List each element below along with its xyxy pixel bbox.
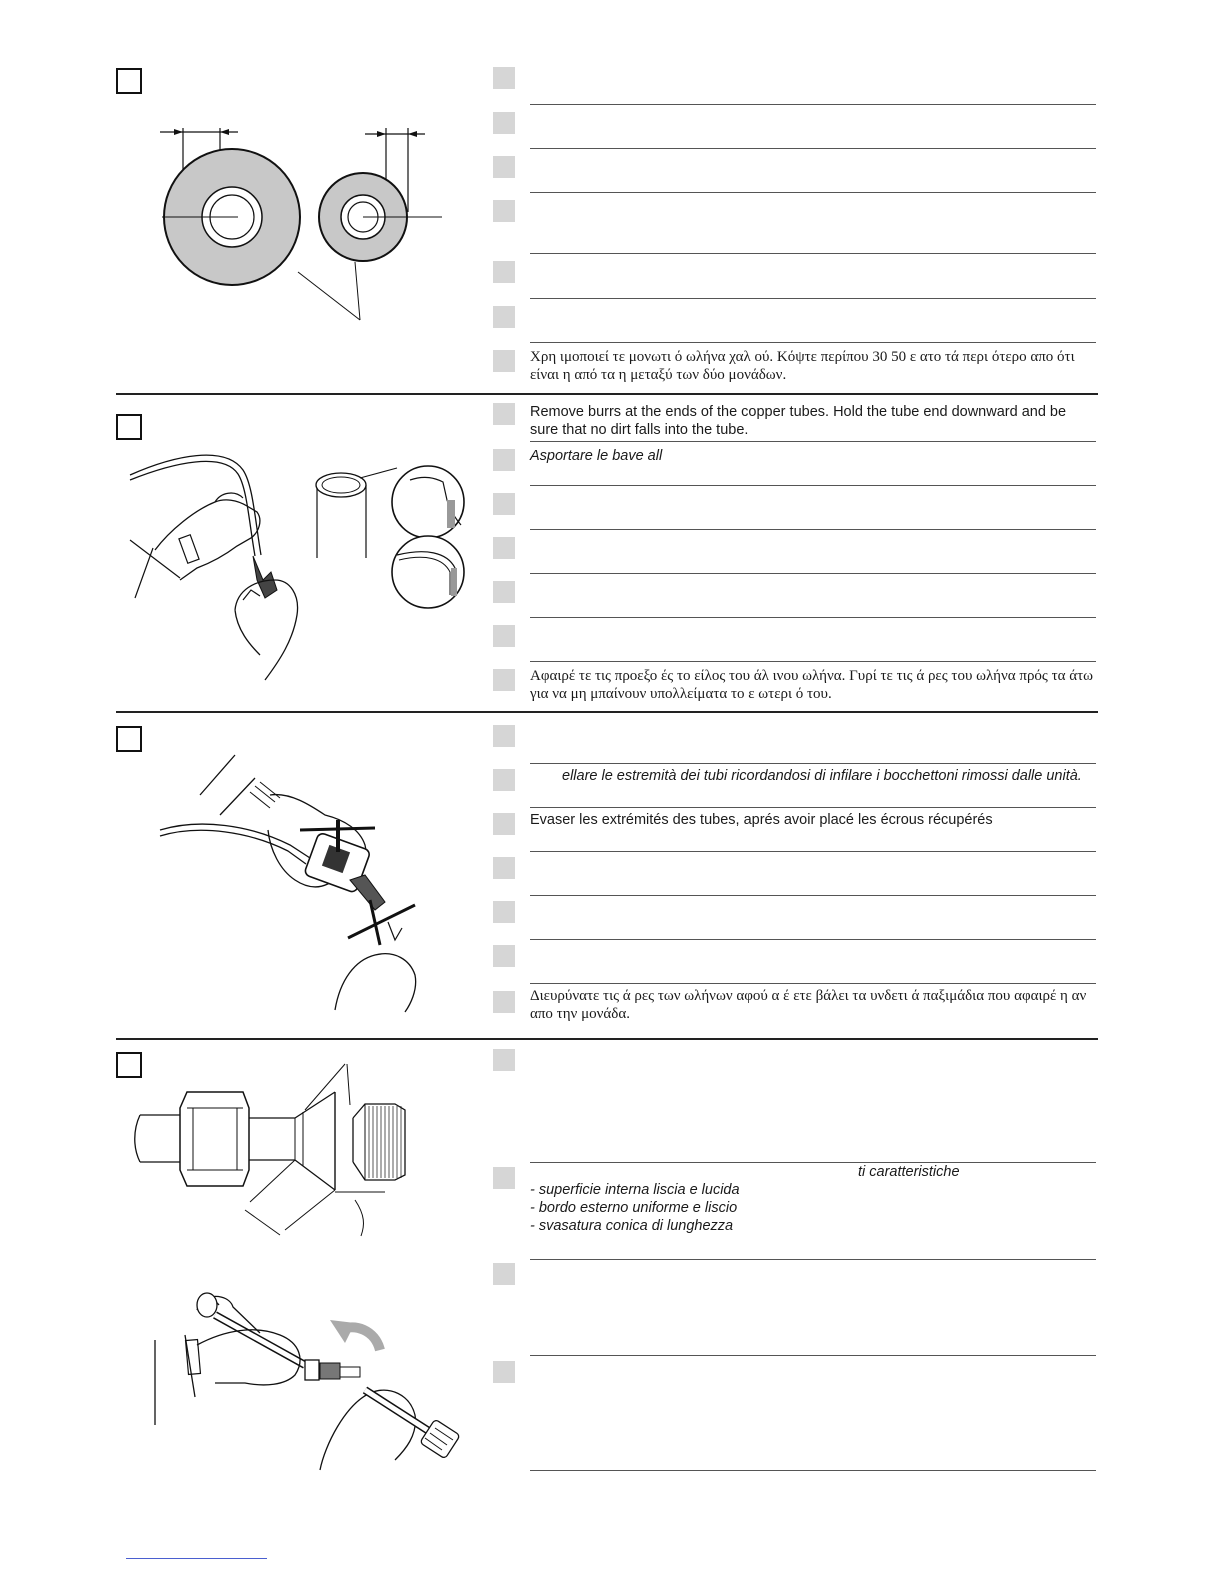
lang-marker <box>493 669 515 691</box>
lang-marker <box>493 493 515 515</box>
deburring-tube-illustration <box>125 440 475 690</box>
divider <box>530 895 1096 896</box>
divider <box>530 104 1096 105</box>
lang-marker <box>493 350 515 372</box>
lang-marker <box>493 945 515 967</box>
lang-marker <box>493 112 515 134</box>
divider <box>530 192 1096 193</box>
lang-marker <box>493 581 515 603</box>
italian-instruction-text: ellare le estremità dei tubi ricordandosi di infilare i bocchettoni rimossi dalle unità. <box>562 768 1082 784</box>
greek-instruction-text: Χρη ιμοποιεί τε μονωτι ό ωλήνα χαλ ού. Κόψτε περίπου 30 50 ε ατο τά περι ότερο απο ότι είναι η από τα η μεταξύ των δύο μονάδων. <box>530 349 1075 383</box>
section-divider <box>116 393 1098 395</box>
lang-marker <box>493 725 515 747</box>
lang-marker <box>493 67 515 89</box>
divider <box>530 342 1096 343</box>
greek-instruction-text: Διευρύνατε τις ά ρες των ωλήνων αφού α έ ετε βάλει τα υνδετι ά παξιμάδια που αφαιρέ η αν απο την μονάδα. <box>530 988 1087 1022</box>
divider <box>530 1355 1096 1356</box>
lang-marker <box>493 1167 515 1189</box>
lang-marker <box>493 403 515 425</box>
italian-instruction-text: ti caratteristiche <box>858 1164 960 1180</box>
divider <box>530 807 1096 808</box>
list-item: - superficie interna liscia e lucida <box>530 1182 740 1198</box>
divider <box>530 573 1096 574</box>
step-marker-3 <box>116 726 142 752</box>
section-divider <box>116 1038 1098 1040</box>
italian-instruction-text: Asportare le bave all <box>530 448 663 464</box>
lang-marker <box>493 261 515 283</box>
divider <box>530 983 1096 984</box>
lang-marker <box>493 1049 515 1071</box>
divider <box>530 661 1096 662</box>
flare-nut-diagram <box>125 1060 425 1240</box>
greek-instruction-text: Αφαιρέ τε τις προεξο ές το είλος του άλ ινου ωλήνα. Γυρί τε τις ά ρες του ωλήνα πρός τα άτω για να μη μπαίνουν υπολλείματα το ε ωτερι ό του. <box>530 668 1094 702</box>
english-instruction-text: Remove burrs at the ends of the copper tubes. Hold the tube end downward and be sure that no dirt falls into the tube. <box>530 404 1067 438</box>
divider <box>530 298 1096 299</box>
french-instruction-text: Evaser les extrémités des tubes, aprés avoir placé les écrous récupérés <box>530 812 993 828</box>
flaring-tool-illustration <box>160 750 440 1015</box>
lang-marker <box>493 306 515 328</box>
lang-marker <box>493 991 515 1013</box>
lang-marker <box>493 537 515 559</box>
divider <box>530 617 1096 618</box>
pipe-insulation-diagram <box>150 120 450 330</box>
list-item: - bordo esterno uniforme e liscio <box>530 1200 738 1216</box>
divider <box>530 939 1096 940</box>
footer-link-underline[interactable] <box>126 1558 267 1559</box>
step-marker-2 <box>116 414 142 440</box>
divider <box>530 148 1096 149</box>
lang-marker <box>493 1263 515 1285</box>
lang-marker <box>493 200 515 222</box>
list-item: - svasatura conica di lunghezza <box>530 1218 734 1234</box>
lang-marker <box>493 769 515 791</box>
lang-marker <box>493 156 515 178</box>
lang-marker <box>493 857 515 879</box>
divider <box>530 1470 1096 1471</box>
divider <box>530 529 1096 530</box>
flare-quality-list <box>530 1181 1096 1235</box>
lang-marker <box>493 1361 515 1383</box>
divider <box>530 763 1096 764</box>
step-marker-1 <box>116 68 142 94</box>
tightening-wrench-illustration <box>135 1285 475 1475</box>
divider <box>530 253 1096 254</box>
divider <box>530 441 1096 442</box>
lang-marker <box>493 625 515 647</box>
lang-marker <box>493 813 515 835</box>
lang-marker <box>493 901 515 923</box>
lang-marker <box>493 449 515 471</box>
divider <box>530 1259 1096 1260</box>
section-divider <box>116 711 1098 713</box>
divider <box>530 485 1096 486</box>
divider <box>530 851 1096 852</box>
